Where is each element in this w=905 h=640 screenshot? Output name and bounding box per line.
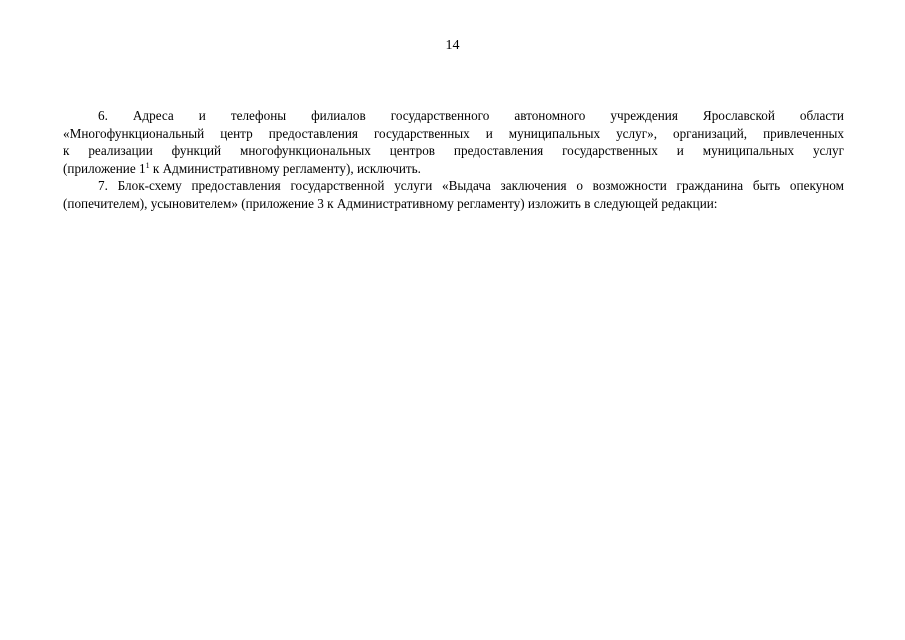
superscript-one: 1	[145, 160, 150, 170]
paragraph-6-line-3: к реализации функций многофункциональных центров предоставления государственных и муниципальных услуг	[63, 143, 844, 159]
paragraph-6-line-1: 6. Адреса и телефоны филиалов государственного автономного учреждения Ярославской области	[98, 108, 844, 123]
paragraph-6-line-4	[63, 160, 844, 178]
paragraph-6-line-4-start: (приложение 1	[63, 160, 146, 176]
paragraph-7	[63, 177, 844, 212]
paragraph-6-line-2: «Многофункциональный центр предоставления государственных и муниципальных услуг», организаций, привлеченных	[63, 125, 844, 141]
document-body	[63, 107, 844, 213]
paragraph-6-line-4-end: к Административному регламенту), исключить.	[149, 160, 421, 176]
page-number: 14	[445, 38, 460, 53]
paragraph-6	[63, 107, 844, 177]
paragraph-7-line-1: 7. Блок-схему предоставления государственной услуги «Выдача заключения о возможности гражданина быть опекуном	[98, 178, 844, 194]
paragraph-7-line-2: (попечителем), усыновителем» (приложение 3 к Административному регламенту) изложить в следующей редакции:	[63, 195, 718, 211]
